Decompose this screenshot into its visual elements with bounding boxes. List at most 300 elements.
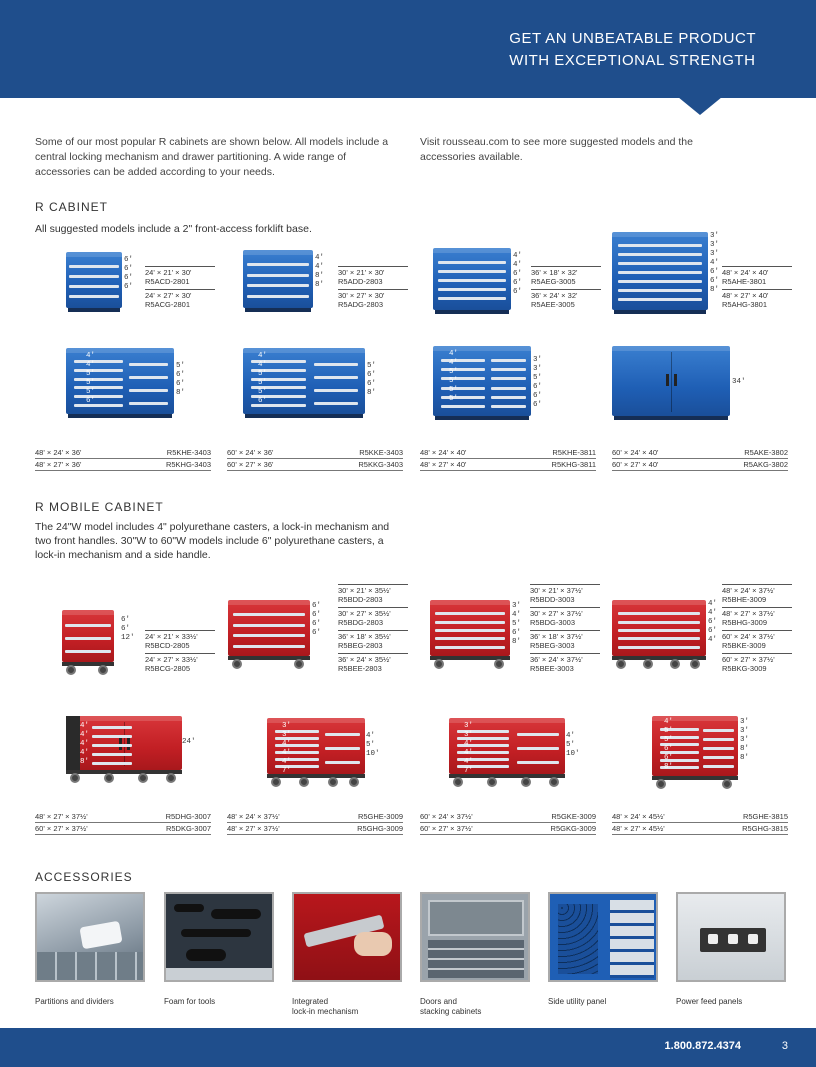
- page-number: 3: [781, 1040, 788, 1052]
- drawer-height-tags: 4' 4' 5' 5' 5' 5': [449, 350, 459, 403]
- drawer-height-tags: 3' 3' 4' 4' 4' 7': [464, 722, 474, 775]
- cabinet-top: [433, 248, 511, 253]
- model-number: R5BCG-2805: [145, 664, 191, 673]
- cabinet-top: [66, 348, 174, 353]
- drawer-handle: [325, 733, 360, 736]
- foam-cutout-shape: [174, 904, 204, 912]
- blue-cabinet-body: [243, 250, 313, 308]
- accessory-image-partitions: [35, 892, 145, 982]
- model-dimensions: 60' × 27' × 37½': [722, 655, 775, 664]
- drawer-handle: [92, 735, 132, 738]
- model-entry: [338, 653, 408, 673]
- caster-wheel: [70, 773, 80, 783]
- drawer-handle: [247, 295, 309, 298]
- model-dimensions: 48' × 24' × 40': [420, 448, 467, 457]
- caster-wheel: [166, 773, 176, 783]
- model-number: R5BEG-3003: [530, 641, 575, 650]
- drawer-handle: [69, 275, 118, 278]
- model-number: R5GHE-3009: [357, 812, 403, 821]
- drawer-height-tags: 3' 3' 4' 4' 4' 7': [282, 722, 292, 775]
- model-label-row: [612, 448, 788, 459]
- model-entry: [722, 630, 792, 650]
- drawer-handle: [314, 389, 358, 392]
- model-label-row: [420, 460, 596, 471]
- drawer-height-tags: 5' 6' 6' 8': [367, 362, 377, 397]
- cabinet-top: [612, 600, 706, 605]
- model-entry: [530, 630, 600, 650]
- cabinet-top: [612, 232, 708, 237]
- cabinet-door-shape: [428, 900, 524, 936]
- cabinet-top: [430, 600, 510, 605]
- drawer-handle: [65, 650, 111, 653]
- drawer-height-tags: 3' 3' 3' 8' 8': [740, 718, 750, 762]
- drawer-height-tags: 4' 5' 5' 6' 6' 8': [664, 718, 674, 771]
- drawer-handle: [74, 360, 123, 363]
- model-list: [530, 584, 600, 676]
- caster-wheel: [616, 659, 626, 669]
- drawer-handle: [92, 753, 132, 756]
- model-number: R5ADG-2803: [338, 300, 384, 309]
- drawer-handle: [438, 279, 507, 282]
- model-dimensions: 30' × 27' × 30': [338, 291, 385, 300]
- drawer-handle: [233, 634, 305, 637]
- outlet-shape: [728, 934, 738, 944]
- model-dimensions: 60' × 27' × 36': [227, 460, 274, 469]
- model-list: [531, 266, 601, 312]
- model-entry: [531, 266, 601, 286]
- caster-wheel: [670, 659, 680, 669]
- drawer-handle: [618, 629, 701, 632]
- caster-wheel: [232, 659, 242, 669]
- caster-wheel: [643, 659, 653, 669]
- drawer-height-tags: 6' 6' 6' 6': [312, 602, 322, 637]
- model-dimensions: 36' × 24' × 35½': [338, 655, 391, 664]
- model-entry: [145, 266, 215, 286]
- accessory-caption: Integrated lock-in mechanism: [292, 997, 359, 1016]
- foam-cutout-shape: [211, 909, 261, 919]
- model-label-row: [227, 824, 403, 835]
- model-number: R5BHG-3009: [722, 618, 768, 627]
- door-handle: [666, 374, 669, 386]
- caster-wheel: [349, 777, 359, 787]
- drawer-height-tags: 4' 5' 10': [366, 732, 380, 758]
- cabinet-base: [66, 770, 182, 774]
- foam-cutout-shape: [181, 929, 251, 937]
- cabinet-top: [228, 600, 310, 605]
- model-dimensions: 48' × 27' × 40': [722, 291, 769, 300]
- drawer-handle: [438, 297, 507, 300]
- drawer-height-tags: 6' 6' 6' 6': [124, 256, 134, 291]
- cabinet-top: [243, 250, 313, 255]
- drawer-handle: [74, 378, 123, 381]
- drawer-handle: [314, 376, 358, 379]
- model-number: R5KHE-3811: [552, 448, 596, 457]
- drawer-handle: [65, 637, 111, 640]
- header-notch: [678, 97, 722, 115]
- model-entry: [145, 653, 215, 673]
- model-dimensions: 60' × 24' × 37½': [420, 812, 473, 821]
- model-entry: [338, 607, 408, 627]
- model-entry: [338, 584, 408, 604]
- drawer-handle: [435, 637, 505, 640]
- drawer-handle: [247, 274, 309, 277]
- phone-number: 1.800.872.4374: [664, 1040, 741, 1052]
- model-dimensions: 48' × 24' × 45½': [612, 812, 665, 821]
- model-list: [145, 266, 215, 312]
- red-cabinet-body: [62, 610, 114, 662]
- drawer-handle: [314, 363, 358, 366]
- drawer-handle: [247, 284, 309, 287]
- drawer-handle: [491, 396, 526, 399]
- red-cabinet-body: [228, 600, 310, 656]
- intro-right-text: Visit rousseau.com to see more suggested models and the accessories available.: [420, 136, 693, 163]
- model-number: R5ACD-2801: [145, 277, 190, 286]
- drawer-height-tags: 3' 3' 3' 4' 6' 6' 8': [710, 232, 720, 294]
- r-mobile-title: R MOBILE CABINET: [35, 500, 164, 514]
- caster-wheel: [487, 777, 497, 787]
- model-dimensions: 36' × 18' × 37½': [530, 632, 583, 641]
- drawer-handle: [65, 624, 111, 627]
- drawer-handle: [233, 624, 305, 627]
- drawer-handle: [74, 386, 123, 389]
- model-entry: [338, 289, 408, 309]
- model-number: R5AEG-3005: [531, 277, 576, 286]
- red-cabinet-body: [430, 600, 510, 656]
- drawer-handle: [441, 377, 485, 380]
- r-cabinet-title: R CABINET: [35, 200, 109, 214]
- model-label-row: [35, 460, 211, 471]
- drawer-height-tags: 6' 6' 12': [121, 616, 135, 642]
- drawer-handle: [438, 270, 507, 273]
- model-number: R5BHE-3009: [722, 595, 767, 604]
- drawer-handle: [74, 404, 123, 407]
- model-dimensions: 60' × 27' × 37½': [420, 824, 473, 833]
- drawer-handle: [438, 288, 507, 291]
- caster-wheel: [138, 773, 148, 783]
- model-dimensions: 48' × 27' × 37½': [722, 609, 775, 618]
- model-label-row: [420, 812, 596, 823]
- model-number: R5KKG-3403: [358, 460, 403, 469]
- accessory-image-side-panel: [548, 892, 658, 982]
- drawer-height-tags: 5' 6' 6' 8': [176, 362, 186, 397]
- model-dimensions: 60' × 24' × 36': [227, 448, 274, 457]
- model-number: R5DHG-3007: [165, 812, 211, 821]
- caster-wheel: [271, 777, 281, 787]
- model-dimensions: 48' × 27' × 45½': [612, 824, 665, 833]
- drawer-handle: [435, 612, 505, 615]
- model-number: R5GHG-3009: [357, 824, 403, 833]
- drawer-handle: [129, 363, 168, 366]
- r-mobile-desc: The 24"W model includes 4" polyurethane casters, a lock-in mechanism and two front handles. 30"W to 60"W models include 6" polyurethane casters, a lock-in mechanism and a side handle.: [35, 521, 390, 561]
- model-dimensions: 24' × 21' × 30': [145, 268, 192, 277]
- model-number: R5KHG-3403: [165, 460, 211, 469]
- model-number: R5BCD-2805: [145, 641, 190, 650]
- forklift-base: [614, 416, 728, 420]
- model-entry: [145, 289, 215, 309]
- cabinet-top: [612, 346, 730, 351]
- page-footer: [0, 1028, 816, 1067]
- model-number: R5AKG-3802: [743, 460, 788, 469]
- door-seam: [671, 352, 672, 412]
- model-dimensions: 30' × 27' × 37½': [530, 609, 583, 618]
- drawer-handle: [618, 637, 701, 640]
- model-entry: [722, 584, 792, 604]
- model-number: R5ACG-2801: [145, 300, 191, 309]
- drawer-handle: [618, 280, 703, 283]
- model-dimensions: 60' × 24' × 40': [612, 448, 659, 457]
- model-number: R5KHG-3811: [551, 460, 596, 469]
- door-handle: [674, 374, 677, 386]
- model-dimensions: 48' × 24' × 37½': [722, 586, 775, 595]
- drawer-height-tags: 3' 4' 5' 6' 8': [512, 602, 522, 646]
- model-label-row: [227, 448, 403, 459]
- model-dimensions: 48' × 27' × 40': [420, 460, 467, 469]
- drawer-handle: [438, 261, 507, 264]
- outlet-shape: [748, 934, 758, 944]
- stacked-drawers-shape: [428, 940, 524, 978]
- blue-cabinet-body: [66, 252, 122, 308]
- caster-wheel: [494, 659, 504, 669]
- model-dimensions: 36' × 24' × 37½': [530, 655, 583, 664]
- pegboard-shape: [558, 904, 598, 974]
- drawer-handle: [74, 395, 123, 398]
- model-number: R5BDD-3003: [530, 595, 575, 604]
- model-entry: [338, 630, 408, 650]
- model-entry: [722, 266, 792, 286]
- cabinet-top: [66, 252, 122, 257]
- drawer-height-tags: 4' 5' 10': [566, 732, 580, 758]
- model-number: R5GHE-3815: [742, 812, 788, 821]
- accessory-image-power-feed: [676, 892, 786, 982]
- model-number: R5ADD-2803: [338, 277, 383, 286]
- drawer-handle: [517, 761, 559, 764]
- cabinet-top: [62, 610, 114, 615]
- model-dimensions: 24' × 27' × 30': [145, 291, 192, 300]
- forklift-base: [435, 416, 529, 420]
- drawer-handle: [233, 645, 305, 648]
- drawer-handle: [491, 359, 526, 362]
- accessory-image-doors: [420, 892, 530, 982]
- model-list: [145, 630, 215, 676]
- drawer-handle: [129, 376, 168, 379]
- caster-wheel: [722, 779, 732, 789]
- model-entry: [530, 653, 600, 673]
- model-number: R5AHG-3801: [722, 300, 768, 309]
- model-label-row: [612, 812, 788, 823]
- red-cabinet-body: [612, 600, 706, 656]
- caster-wheel: [294, 659, 304, 669]
- model-number: R5BEE-2803: [338, 664, 382, 673]
- model-entry: [338, 266, 408, 286]
- drawer-handle: [491, 405, 526, 408]
- model-entry: [722, 653, 792, 673]
- model-number: R5DKG-3007: [165, 824, 211, 833]
- header-title: [509, 28, 756, 72]
- drawer-height-tags: 4' 4' 6' 6' 6': [513, 252, 523, 296]
- caster-wheel: [521, 777, 531, 787]
- forklift-base: [245, 308, 311, 312]
- model-dimensions: 48' × 24' × 37½': [227, 812, 280, 821]
- drawer-handle: [325, 761, 360, 764]
- model-dimensions: 30' × 21' × 30': [338, 268, 385, 277]
- drawer-height-tags: 4' 4' 4' 4' 8': [80, 722, 90, 766]
- drawer-edge-shape: [166, 968, 274, 982]
- drawer-handle: [703, 729, 734, 732]
- accessory-image-foam: [164, 892, 274, 982]
- model-label-row: [420, 448, 596, 459]
- hand-shape: [354, 932, 392, 956]
- header-title-line1: GET AN UNBEATABLE PRODUCT: [509, 30, 756, 47]
- model-list: [722, 266, 792, 312]
- caster-wheel: [104, 773, 114, 783]
- model-dimensions: 30' × 21' × 37½': [530, 586, 583, 595]
- model-list: [338, 266, 408, 312]
- model-number: R5GKG-3009: [550, 824, 596, 833]
- model-number: R5BDG-2803: [338, 618, 384, 627]
- model-dimensions: 48' × 24' × 36': [35, 448, 82, 457]
- model-dimensions: 60' × 27' × 40': [612, 460, 659, 469]
- model-entry: [145, 630, 215, 650]
- model-dimensions: 30' × 27' × 35½': [338, 609, 391, 618]
- intro-left-text: Some of our most popular R cabinets are shown below. All models include a central locking mechanism and drawer partitioning. A wide range of accessories can be added according to your needs.: [35, 136, 389, 178]
- r-cabinet-desc: All suggested models include a 2" front-access forklift base.: [35, 223, 312, 235]
- drawer-handle: [69, 285, 118, 288]
- model-dimensions: 24' × 27' × 33½': [145, 655, 198, 664]
- drawer-section-dark: [66, 716, 80, 770]
- drawer-handle: [441, 396, 485, 399]
- drawer-handle: [247, 263, 309, 266]
- drawer-handle: [233, 613, 305, 616]
- drawer-handle: [703, 747, 734, 750]
- accessory-image-lock-in: [292, 892, 402, 982]
- drawer-height-tags: 24': [182, 738, 196, 746]
- accessory-caption: Power feed panels: [676, 997, 743, 1006]
- partition-tray-shape: [79, 921, 122, 950]
- drawer-handle: [441, 368, 485, 371]
- drawer-handle: [517, 733, 559, 736]
- model-entry: [530, 607, 600, 627]
- drawer-handle: [92, 762, 132, 765]
- model-entry: [530, 584, 600, 604]
- drawer-height-tags: 4' 4' 5' 5' 5' 6': [86, 352, 96, 405]
- model-entry: [722, 607, 792, 627]
- drawer-handle: [618, 646, 701, 649]
- drawer-handle: [703, 756, 734, 759]
- caster-wheel: [656, 779, 666, 789]
- model-entry: [722, 289, 792, 309]
- drawer-stack-shape: [610, 900, 654, 978]
- drawer-handle: [314, 402, 358, 405]
- drawer-handle: [441, 387, 485, 390]
- model-label-row: [612, 460, 788, 471]
- drawer-handle: [92, 726, 132, 729]
- drawer-handle: [618, 271, 703, 274]
- outlet-shape: [708, 934, 718, 944]
- model-dimensions: 60' × 27' × 37½': [35, 824, 88, 833]
- blue-cabinet-body: [612, 232, 708, 310]
- model-label-row: [35, 448, 211, 459]
- drawer-handle: [491, 377, 526, 380]
- accessories-title: ACCESSORIES: [35, 870, 133, 884]
- model-number: R5GKE-3009: [551, 812, 596, 821]
- drawer-handle: [435, 646, 505, 649]
- drawer-handle: [618, 612, 701, 615]
- model-dimensions: 60' × 24' × 37½': [722, 632, 775, 641]
- model-number: R5AKE-3802: [744, 448, 788, 457]
- foam-cutout-shape: [186, 949, 226, 961]
- drawer-handle: [441, 405, 485, 408]
- caster-wheel: [299, 777, 309, 787]
- forklift-base: [68, 414, 172, 418]
- drawer-handle: [129, 389, 168, 392]
- model-label-row: [227, 812, 403, 823]
- drawer-handle: [618, 244, 703, 247]
- accessory-caption: Partitions and dividers: [35, 997, 114, 1006]
- drawer-handle: [703, 765, 734, 768]
- drawer-handle: [618, 253, 703, 256]
- drawer-grid-shape: [37, 952, 145, 982]
- drawer-handle: [618, 298, 703, 301]
- model-number: R5AHE-3801: [722, 277, 767, 286]
- model-label-row: [612, 824, 788, 835]
- drawer-height-tags: 3' 3' 5' 6' 6' 6': [533, 356, 543, 409]
- model-number: R5BEG-2803: [338, 641, 383, 650]
- model-dimensions: 36' × 24' × 32': [531, 291, 578, 300]
- model-label-row: [35, 812, 211, 823]
- caster-wheel: [66, 665, 76, 675]
- drawer-handle: [618, 262, 703, 265]
- model-dimensions: 48' × 27' × 37½': [227, 824, 280, 833]
- model-number: R5BDG-3003: [530, 618, 576, 627]
- model-number: R5BDD-2803: [338, 595, 383, 604]
- model-dimensions: 24' × 21' × 33½': [145, 632, 198, 641]
- drawer-handle: [69, 295, 118, 298]
- cabinet-top: [66, 716, 182, 721]
- model-number: R5KKE-3403: [359, 448, 403, 457]
- forklift-base: [435, 310, 509, 314]
- drawer-handle: [69, 265, 118, 268]
- model-number: R5BEE-3003: [530, 664, 574, 673]
- model-number: R5AEE-3005: [531, 300, 575, 309]
- drawer-handle: [491, 387, 526, 390]
- drawer-handle: [703, 738, 734, 741]
- caster-wheel: [98, 665, 108, 675]
- drawer-height-tags: 4' 4' 6' 6' 4': [708, 600, 718, 644]
- page-header: [0, 0, 816, 98]
- model-dimensions: 48' × 27' × 36': [35, 460, 82, 469]
- forklift-base: [614, 310, 706, 314]
- caster-wheel: [328, 777, 338, 787]
- model-number: R5KHE-3403: [166, 448, 211, 457]
- model-dimensions: 36' × 18' × 35½': [338, 632, 391, 641]
- drawer-height-tags: 34': [732, 378, 746, 386]
- drawer-handle: [441, 359, 485, 362]
- accessory-caption: Doors and stacking cabinets: [420, 997, 482, 1016]
- drawer-handle: [129, 402, 168, 405]
- drawer-handle: [618, 289, 703, 292]
- accessory-caption: Foam for tools: [164, 997, 216, 1006]
- drawer-height-tags: 4' 4' 8' 8': [315, 254, 325, 289]
- drawer-height-tags: 4' 4' 5' 5' 5' 6': [258, 352, 268, 405]
- drawer-handle: [92, 744, 132, 747]
- model-dimensions: 36' × 18' × 32': [531, 268, 578, 277]
- header-title-line2: WITH EXCEPTIONAL STRENGTH: [509, 52, 756, 69]
- drawer-handle: [618, 621, 701, 624]
- model-number: R5BKG-3009: [722, 664, 767, 673]
- model-label-row: [420, 824, 596, 835]
- drawer-handle: [435, 629, 505, 632]
- drawer-handle: [74, 369, 123, 372]
